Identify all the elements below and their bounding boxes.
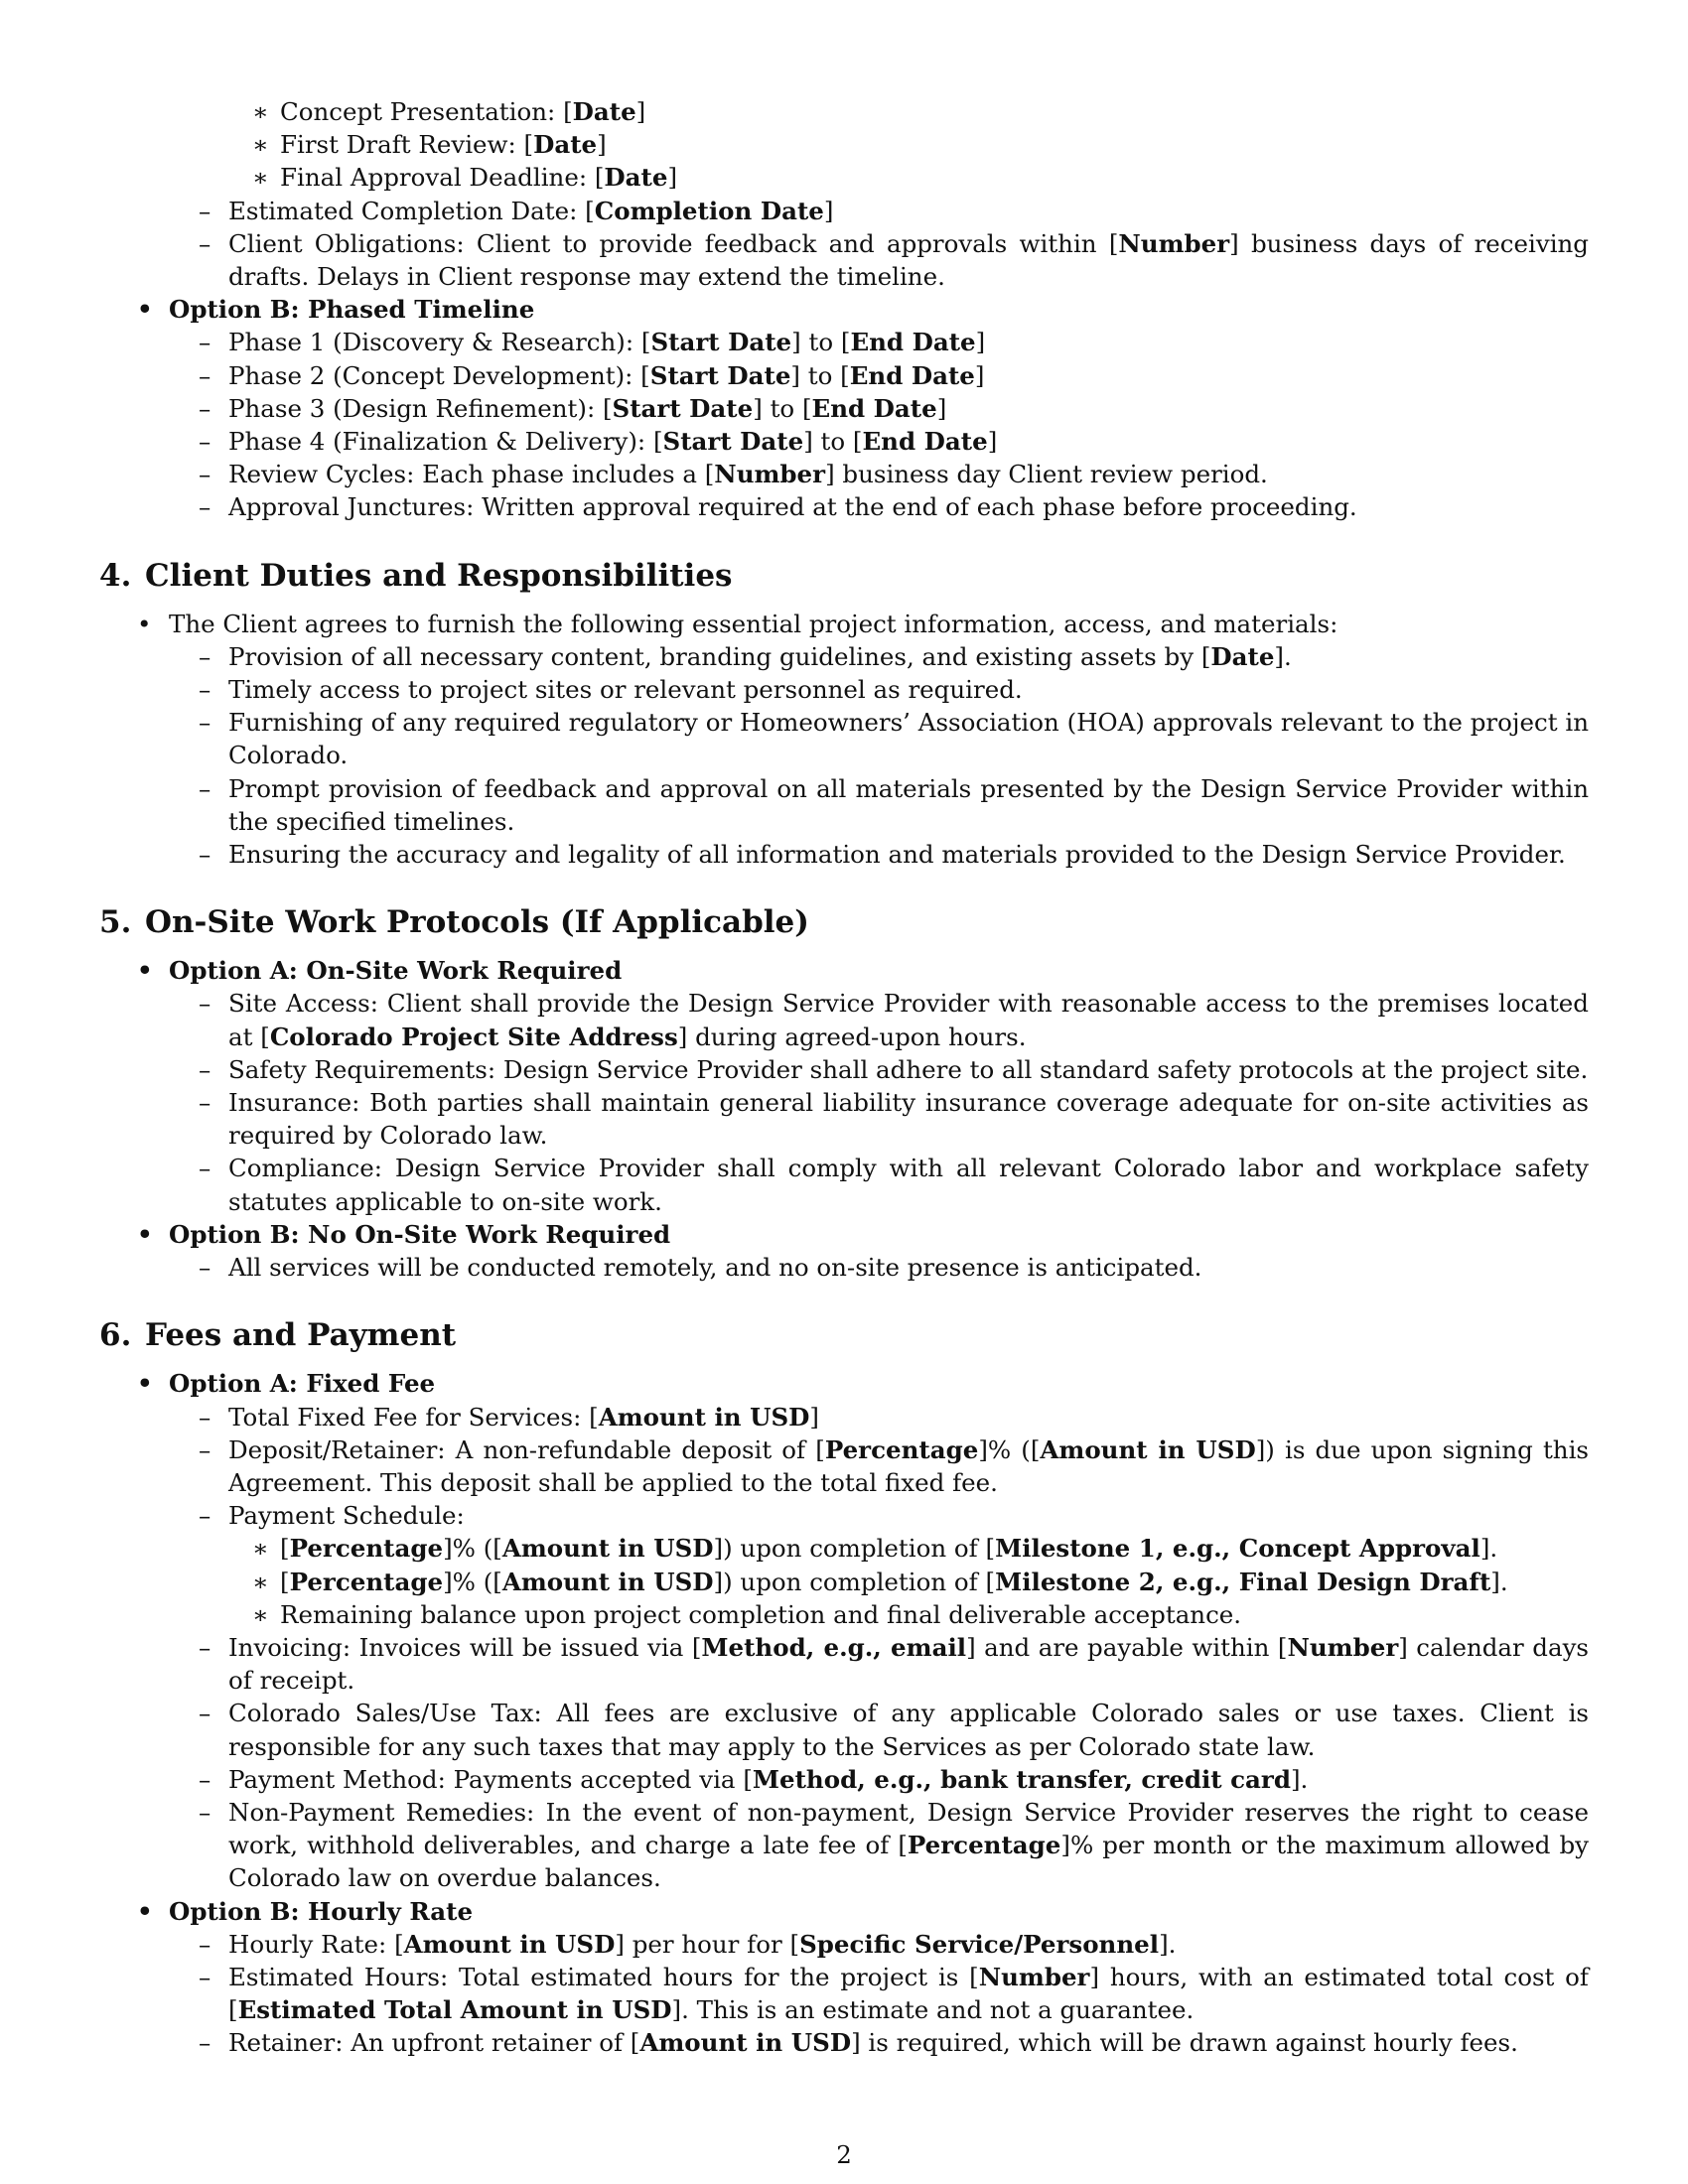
list-item: – Estimated Hours: Total estimated hours for the project is [Number] hours, with an estimated total cost of [Estimated Total Amount in USD]. This is an estimate and not a guarantee. — [199, 1962, 1589, 2025]
list-item: – Timely access to project sites or relevant personnel as required. — [99, 673, 1589, 706]
bullet-marker: • — [137, 1896, 153, 1926]
option-heading: • Option B: No On-Site Work Required — [99, 1218, 1589, 1251]
list-item: – Prompt provision of feedback and approval on all materials presented by the Design Service Provider within the specified timelines. — [199, 773, 1589, 836]
dash-marker: – — [199, 1434, 211, 1464]
section-heading: 5. On-Site Work Protocols (If Applicable) — [99, 904, 809, 941]
list-item: – Safety Requirements: Design Service Provider shall adhere to all standard safety protocols at the project site. — [99, 1053, 1589, 1086]
list-item: – Non-Payment Remedies: In the event of non-payment, Design Service Provider reserves the right to cease work, withhold deliverables, and charge a late fee of [Percentage]% per month or the maximum allowed by Colorado law on overdue balances. — [199, 1797, 1589, 1893]
list-item: – Colorado Sales/Use Tax: All fees are exclusive of any applicable Colorado sales or use taxes. Client is responsible for any such taxes that may apply to the Services as per Colorado state law. — [199, 1699, 1589, 1761]
page-number: 2 — [836, 2140, 852, 2169]
bullet-marker: • — [137, 609, 152, 638]
option-heading: • Option B: Phased Timeline — [99, 293, 1589, 326]
option-heading: • Option A: On-Site Work Required — [99, 954, 1589, 987]
list-item: – Phase 4 (Finalization & Delivery): [Start Date] to [End Date] — [99, 425, 1589, 458]
list-item: – Payment Schedule: — [99, 1499, 1589, 1532]
bullet-marker: • — [137, 1219, 153, 1249]
dash-marker: – — [199, 196, 211, 225]
section-heading: 4. Client Duties and Responsibilities — [99, 557, 733, 594]
list-item: ∗ Final Approval Deadline: [Date] — [99, 161, 1589, 194]
list-item: – Compliance: Design Service Provider shall comply with all relevant Colorado labor and workplace safety statutes applicable to on-site work. — [199, 1154, 1589, 1216]
list-item: ∗ [Percentage]% ([Amount in USD]) upon completion of [Milestone 1, e.g., Concept Approval]. — [99, 1532, 1589, 1565]
list-item: – Invoicing: Invoices will be issued via [Method, e.g., email] and are payable within [Number] calendar days of receipt. — [199, 1632, 1589, 1696]
option-heading: • Option B: Hourly Rate — [99, 1895, 1589, 1928]
bullet-marker: • — [137, 956, 153, 986]
option-heading: • Option A: Fixed Fee — [99, 1367, 1589, 1400]
dash-marker: – — [199, 228, 211, 258]
star-marker: ∗ — [252, 130, 269, 160]
dash-marker: – — [199, 1764, 211, 1794]
dash-marker: – — [199, 393, 211, 423]
list-item: • The Client agrees to furnish the following essential project information, access, and materials: — [99, 608, 1589, 640]
dash-marker: – — [199, 328, 211, 357]
dash-marker: – — [199, 641, 211, 671]
dash-marker: – — [199, 1797, 211, 1827]
list-item: ∗ Concept Presentation: [Date] — [99, 95, 1589, 128]
list-item: – Total Fixed Fee for Services: [Amount in USD] — [99, 1401, 1589, 1433]
list-item: – Phase 2 (Concept Development): [Start Date] to [End Date] — [99, 359, 1589, 392]
list-item: – All services will be conducted remotely, and no on-site presence is anticipated. — [99, 1251, 1589, 1284]
list-item: – Payment Method: Payments accepted via [Method, e.g., bank transfer, credit card]. — [99, 1763, 1589, 1796]
list-item: ∗ Remaining balance upon project completion and final deliverable acceptance. — [99, 1598, 1589, 1631]
dash-marker: – — [199, 1253, 211, 1283]
star-marker: ∗ — [252, 1567, 269, 1596]
dash-marker: – — [199, 1962, 211, 1991]
dash-marker: – — [199, 427, 211, 457]
dash-marker: – — [199, 840, 211, 870]
list-item: – Hourly Rate: [Amount in USD] per hour for [Specific Service/Personnel]. — [99, 1928, 1589, 1961]
dash-marker: – — [199, 1054, 211, 1084]
list-item: ∗ First Draft Review: [Date] — [99, 128, 1589, 161]
section-heading: 6. Fees and Payment — [99, 1317, 457, 1354]
dash-marker: – — [199, 773, 211, 803]
dash-marker: – — [199, 1929, 211, 1959]
list-item: – Retainer: An upfront retainer of [Amount in USD] is required, which will be drawn against hourly fees. — [99, 2026, 1589, 2059]
list-item: – Provision of all necessary content, branding guidelines, and existing assets by [Date]. — [99, 640, 1589, 673]
dash-marker: – — [199, 1154, 211, 1183]
list-item: – Estimated Completion Date: [Completion Date] — [99, 195, 1589, 227]
star-marker: ∗ — [252, 163, 269, 193]
star-marker: ∗ — [252, 97, 269, 126]
list-item: – Approval Junctures: Written approval required at the end of each phase before proceeding. — [99, 490, 1589, 523]
list-item: – Insurance: Both parties shall maintain general liability insurance coverage adequate for on-site activities as required by Colorado law. — [199, 1088, 1589, 1151]
dash-marker: – — [199, 1402, 211, 1432]
bullet-marker: • — [137, 1369, 153, 1399]
dash-marker: – — [199, 675, 211, 705]
list-item: – Ensuring the accuracy and legality of all information and materials provided to the Design Service Provider. — [99, 838, 1589, 871]
list-item: – Furnishing of any required regulatory or Homeowners’ Association (HOA) approvals relevant to the project in Colorado. — [199, 708, 1589, 770]
dash-marker: – — [199, 2028, 211, 2058]
list-item: – Site Access: Client shall provide the Design Service Provider with reasonable access to the premises located at [Colorado Project Site Address] during agreed-upon hours. — [199, 989, 1589, 1051]
list-item: – Review Cycles: Each phase includes a [Number] business day Client review period. — [99, 458, 1589, 490]
dash-marker: – — [199, 360, 211, 390]
list-item: – Phase 3 (Design Refinement): [Start Date] to [End Date] — [99, 392, 1589, 425]
star-marker: ∗ — [252, 1599, 269, 1629]
dash-marker: – — [199, 1699, 211, 1728]
list-item: – Deposit/Retainer: A non-refundable deposit of [Percentage]% ([Amount in USD]) is due upon signing this Agreement. This deposit shall be applied to the total fixed fee. — [199, 1434, 1589, 1497]
dash-marker: – — [199, 708, 211, 738]
bullet-marker: • — [137, 295, 153, 325]
dash-marker: – — [199, 460, 211, 489]
dash-marker: – — [199, 1501, 211, 1531]
list-item: – Phase 1 (Discovery & Research): [Start Date] to [End Date] — [99, 326, 1589, 358]
dash-marker: – — [199, 1632, 211, 1662]
dash-marker: – — [199, 989, 211, 1019]
dash-marker: – — [199, 1088, 211, 1118]
list-item: – Client Obligations: Client to provide feedback and approvals within [Number] business days of receiving drafts. Delays in Client response may extend the timeline. — [199, 228, 1589, 292]
dash-marker: – — [199, 492, 211, 522]
list-item: ∗ [Percentage]% ([Amount in USD]) upon completion of [Milestone 2, e.g., Final Design Draft]. — [99, 1566, 1589, 1598]
star-marker: ∗ — [252, 1534, 269, 1564]
document-page — [99, 95, 1589, 2060]
